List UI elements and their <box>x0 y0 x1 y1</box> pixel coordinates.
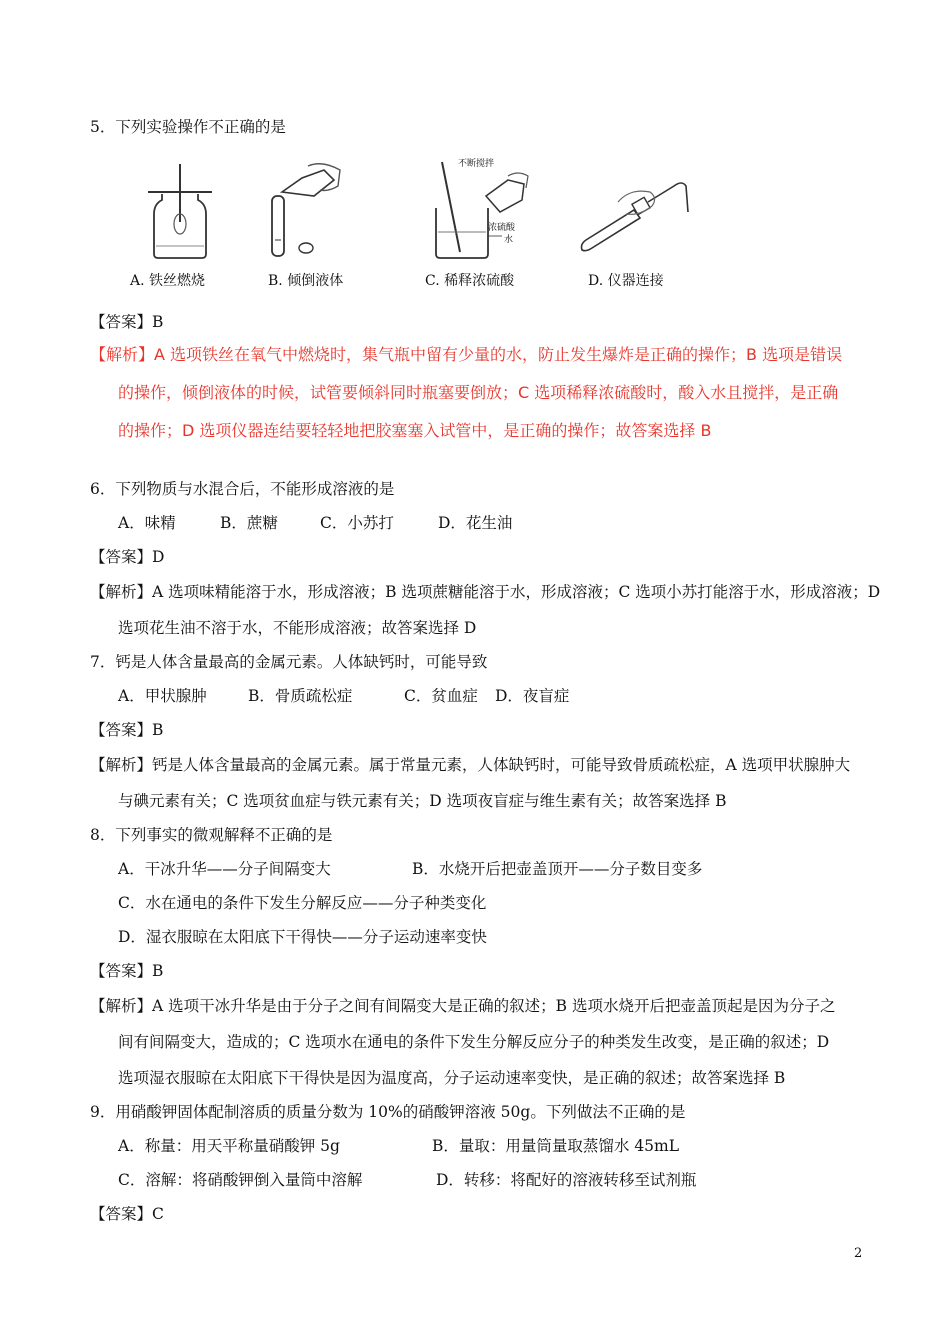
q7-question: 7．钙是人体含量最高的金属元素。人体缺钙时，可能导致 <box>90 653 488 671</box>
q8-option-c: C．水在通电的条件下发生分解反应——分子种类变化 <box>118 894 487 912</box>
q9-option-a: A．称量：用天平称量硝酸钾 5g <box>118 1137 340 1155</box>
q5-answer: 【答案】B <box>90 313 164 331</box>
q7-option-b: B．骨质疏松症 <box>248 687 353 705</box>
q9-option-d: D．转移：将配好的溶液转移至试剂瓶 <box>436 1171 697 1189</box>
q5-caption-a: A. 铁丝燃烧 <box>130 273 206 289</box>
figure-pouring-liquid <box>262 162 352 262</box>
q8-analysis-line-2: 间有间隔变大，造成的；C 选项水在通电的条件下发生分解反应分子的种类发生改变，是正确的叙述；D <box>118 1033 830 1051</box>
q7-analysis-line-2: 与碘元素有关；C 选项贫血症与铁元素有关；D 选项夜盲症与维生素有关；故答案选择 B <box>118 792 727 810</box>
q9-option-c: C．溶解：将硝酸钾倒入量筒中溶解 <box>118 1171 363 1189</box>
fig-label-stir: 不断搅拌 <box>458 159 495 169</box>
q8-answer: 【答案】B <box>90 962 164 980</box>
q6-option-a: A．味精 <box>118 514 176 532</box>
figure-iron-wire-burning <box>140 162 220 262</box>
q6-option-c: C．小苏打 <box>320 514 394 532</box>
q5-question: 5．下列实验操作不正确的是 <box>90 118 286 136</box>
q5-caption-c: C. 稀释浓硫酸 <box>425 273 515 289</box>
q5-caption-b: B. 倾倒液体 <box>268 273 344 289</box>
q6-analysis-line-1: 【解析】A 选项味精能溶于水，形成溶液；B 选项蔗糖能溶于水，形成溶液；C 选项小苏打能溶于水，形成溶液；D <box>90 583 881 601</box>
q6-option-b: B．蔗糖 <box>220 514 278 532</box>
q9-question: 9．用硝酸钾固体配制溶质的质量分数为 10%的硝酸钾溶液 50g。下列做法不正确的是 <box>90 1103 686 1121</box>
q8-option-d: D．湿衣服晾在太阳底下干得快——分子运动速率变快 <box>118 928 487 946</box>
q8-analysis-line-3: 选项湿衣服晾在太阳底下干得快是因为温度高，分子运动速率变快，是正确的叙述；故答案选择 B <box>118 1069 786 1087</box>
q5-caption-d: D. 仪器连接 <box>588 273 664 289</box>
figure-instrument-connection <box>578 172 698 256</box>
figure-diluting-acid <box>428 156 538 264</box>
q6-answer: 【答案】D <box>90 548 165 566</box>
q8-option-a: A．干冰升华——分子间隔变大 <box>118 860 331 878</box>
page-number: 2 <box>854 1246 863 1261</box>
q7-option-c: C．贫血症 <box>404 687 478 705</box>
q6-option-d: D．花生油 <box>438 514 513 532</box>
q7-answer: 【答案】B <box>90 721 164 739</box>
q8-question: 8．下列事实的微观解释不正确的是 <box>90 826 333 844</box>
q6-question: 6．下列物质与水混合后，不能形成溶液的是 <box>90 480 395 498</box>
fig-label-water: 水 <box>504 235 514 245</box>
fig-label-acid: 浓硫酸 <box>488 223 516 233</box>
q7-option-d: D．夜盲症 <box>495 687 570 705</box>
q6-analysis-line-2: 选项花生油不溶于水，不能形成溶液；故答案选择 D <box>118 619 477 637</box>
q7-option-a: A．甲状腺肿 <box>118 687 207 705</box>
q7-analysis-line-1: 【解析】钙是人体含量最高的金属元素。属于常量元素，人体缺钙时，可能导致骨质疏松症，A 选项甲状腺肿大 <box>90 756 851 774</box>
q5-analysis-line-2: 的操作，倾倒液体的时候，试管要倾斜同时瓶塞要倒放；C 选项稀释浓硫酸时，酸入水且搅拌，是正确 <box>118 383 839 402</box>
q8-option-b: B．水烧开后把壶盖顶开——分子数目变多 <box>412 860 703 878</box>
q5-analysis-line-1: 【解析】A 选项铁丝在氧气中燃烧时，集气瓶中留有少量的水，防止发生爆炸是正确的操作；B 选项是错误 <box>90 345 843 364</box>
q8-analysis-line-1: 【解析】A 选项干冰升华是由于分子之间有间隔变大是正确的叙述；B 选项水烧开后把壶盖顶起是因为分子之 <box>90 997 836 1015</box>
q9-answer: 【答案】C <box>90 1205 164 1223</box>
q9-option-b: B．量取：用量筒量取蒸馏水 45mL <box>432 1137 680 1155</box>
q5-analysis-line-3: 的操作；D 选项仪器连结要轻轻地把胶塞塞入试管中，是正确的操作；故答案选择 B <box>118 421 712 440</box>
